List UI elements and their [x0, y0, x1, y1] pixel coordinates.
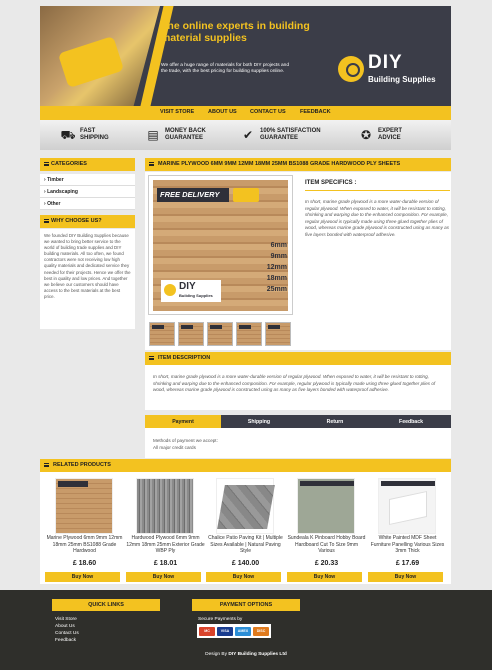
buy-now-button[interactable]: Buy Now	[368, 572, 443, 582]
hero-text: We offer a huge range of materials for both DIY projects and the trade, with the best pricing for building supplies online.	[161, 63, 289, 75]
menu-icon	[44, 463, 49, 467]
product-thumbnail[interactable]	[178, 322, 204, 346]
free-delivery-badge: FREE DELIVERY	[157, 188, 229, 202]
plywood-image	[153, 180, 288, 311]
image-logo	[161, 280, 221, 302]
category-timber[interactable]: › Timber	[40, 174, 135, 186]
related-product-card	[206, 476, 285, 582]
buy-now-button[interactable]: Buy Now	[126, 572, 201, 582]
visa-icon: VISA	[217, 627, 233, 636]
category-other[interactable]: › Other	[40, 198, 135, 210]
product-main-image[interactable]	[148, 175, 293, 315]
related-product-price: £ 140.00	[231, 560, 260, 567]
nav-about-us[interactable]: ABOUT US	[208, 109, 237, 115]
tab-return[interactable]: Return	[326, 419, 344, 425]
logo-name: DIY	[368, 52, 403, 73]
mastercard-icon: MC	[199, 627, 215, 636]
menu-icon	[149, 356, 154, 360]
related-product-price: £ 18.60	[72, 560, 97, 567]
category-label: Landscaping	[47, 189, 78, 195]
related-product-card	[287, 476, 366, 582]
feature-label: MONEY BACK GUARANTEE	[165, 128, 206, 141]
thumbs-up-icon: ✔	[242, 128, 254, 142]
size-label: 9mm	[270, 253, 287, 260]
menu-icon	[149, 162, 154, 166]
categories-title: CATEGORIES	[51, 161, 87, 167]
footer	[0, 590, 492, 670]
category-label: Timber	[47, 177, 64, 183]
related-product-name[interactable]: Marine Plywood 6mm 9mm 12mm 18mm 25mm BS1088 Grade Hardwood	[46, 535, 123, 554]
badge-graphic	[300, 481, 354, 486]
related-product-price: £ 18.01	[153, 560, 178, 567]
item-specifics-text: In short, marine grade plywood is a more water-durable version of regular plywood. When exposed to water, it will be resistant to rotting, shrinking and warping due to the enhanced composition. For example, regular plywood is typically made using three glued together plies of wood, whereas marine grade plywood is constructed using as many as five layers bonded with waterproof adhesive.	[305, 199, 450, 237]
payment-methods-value: All major credit cards	[153, 445, 196, 450]
delivery-truck-icon	[233, 188, 259, 202]
footer-credit	[0, 652, 492, 657]
product-thumbnail[interactable]	[207, 322, 233, 346]
site-logo[interactable]	[338, 52, 446, 92]
menu-icon	[44, 219, 49, 223]
card-logos	[197, 624, 271, 638]
quick-links-title: QUICK LINKS	[52, 599, 160, 611]
secure-payments-label: Secure Payments by	[198, 617, 243, 622]
tape-measure-image	[58, 36, 124, 88]
related-product-name[interactable]: Sundeala K Pinboard Hobby Board Hardboard Cut To Size 9mm Various	[287, 535, 366, 554]
item-description-text: In short, marine grade plywood is a more water-durable version of regular plywood. When exposed to water, it will be resistant to rotting, shrinking and warping due to the enhanced composition. For example, regular plywood is typically made using three glued together plies of wood, whereas marine grade plywood is constructed using as many as five layers bonded with waterproof adhesive.	[153, 374, 436, 393]
related-product-name[interactable]: Hardwood Plywood 6mm 9mm 12mm 18mm 25mm Exterior Grade WBP Ply	[126, 535, 205, 554]
feature-label: EXPERT ADVICE	[378, 128, 403, 141]
hero-photo	[40, 6, 160, 106]
related-product-image[interactable]	[297, 478, 355, 534]
payment-methods-label: Methods of payment we accept:	[153, 438, 218, 443]
related-product-card	[126, 476, 205, 582]
product-title-bar	[145, 158, 451, 171]
credit-prefix: Design By	[205, 652, 227, 657]
credit-company[interactable]: DIY Building Supplies Ltd	[228, 652, 287, 657]
image-logo-name: DIY	[179, 281, 196, 292]
buy-now-button[interactable]: Buy Now	[45, 572, 120, 582]
divider	[305, 190, 450, 191]
related-product-price: £ 20.33	[314, 560, 339, 567]
related-title: RELATED PRODUCTS	[53, 462, 111, 468]
badge-graphic	[381, 481, 435, 486]
related-product-name[interactable]: Chalice Patio Paving Kit | Multiple Sizes Available | Natural Paving Style	[208, 535, 283, 554]
related-product-card	[368, 476, 447, 582]
features-bar	[40, 120, 451, 150]
logo-subtitle: Building Supplies	[368, 75, 436, 84]
hero-banner	[40, 6, 451, 106]
footer-link-feedback[interactable]: Feedback	[55, 638, 77, 643]
image-logo-sub: Building Supplies	[179, 293, 213, 298]
info-tabs	[145, 415, 451, 428]
payment-options-title: PAYMENT OPTIONS	[192, 599, 300, 611]
award-icon: ✪	[360, 128, 372, 142]
why-choose-header	[40, 215, 135, 228]
size-label: 6mm	[270, 242, 287, 249]
logo-pin-icon	[338, 56, 364, 82]
tab-content-payment	[145, 428, 451, 458]
categories-header	[40, 158, 135, 171]
mdf-sheet-graphic	[389, 491, 427, 525]
related-product-price: £ 17.69	[395, 560, 420, 567]
why-title: WHY CHOOSE US?	[51, 218, 102, 224]
product-thumbnail[interactable]	[149, 322, 175, 346]
item-description-header	[145, 352, 451, 365]
tab-payment[interactable]: Payment	[145, 415, 221, 428]
hero-title: The online experts in building material supplies	[161, 20, 310, 44]
paving-graphic	[217, 485, 275, 529]
item-specifics-title: ITEM SPECIFICS :	[305, 180, 357, 186]
related-product-image[interactable]	[216, 478, 274, 534]
product-title: MARINE PLYWOOD 6MM 9MM 12MM 18MM 25MM BS1088 GRADE HARDWOOD PLY SHEETS	[158, 161, 401, 167]
footer-link-contact-us[interactable]: Contact Us	[55, 631, 79, 636]
category-landscaping[interactable]: › Landscaping	[40, 186, 135, 198]
related-product-card	[45, 476, 124, 582]
size-label: 25mm	[266, 286, 287, 293]
truck-icon: ⛟	[60, 128, 76, 142]
feature-label: 100% SATISFACTION GUARANTEE	[260, 128, 321, 141]
related-product-name[interactable]: White Painted MDF Sheet Furniture Panelling Various Sizes 3mm Thick	[370, 535, 445, 554]
nav-contact-us[interactable]: CONTACT US	[250, 109, 286, 115]
tab-feedback[interactable]: Feedback	[399, 419, 423, 425]
discover-icon: DISC	[253, 627, 269, 636]
buy-now-button[interactable]: Buy Now	[206, 572, 281, 582]
size-label: 18mm	[266, 275, 287, 282]
menu-icon	[44, 162, 49, 166]
size-list	[251, 240, 287, 295]
product-thumbnail[interactable]	[265, 322, 291, 346]
related-product-image[interactable]	[136, 478, 194, 534]
money-icon: ▤	[147, 128, 159, 142]
amex-icon: AMEX	[235, 627, 251, 636]
nav-feedback[interactable]: FEEDBACK	[300, 109, 331, 115]
why-choose-text: We founded DIY Building Supplies because we wanted to bring better service to the world of building trade supplies and DIY building materials. All too often, we found contractors were not receiving low high quality materials and dedicated service they needed for their projects. Hence we offer the best in quality and low prices. And together we believe our customers should have access to the best materials at the best price.	[40, 229, 135, 329]
related-product-image[interactable]	[55, 478, 113, 534]
tab-shipping[interactable]: Shipping	[247, 419, 271, 425]
logo-pin-icon	[164, 284, 176, 296]
feature-label: FAST SHIPPING	[80, 128, 109, 141]
footer-link-about-us[interactable]: About Us	[55, 624, 75, 629]
related-products-header	[40, 459, 451, 472]
product-thumbnail[interactable]	[236, 322, 262, 346]
description-title: ITEM DESCRIPTION	[158, 355, 211, 361]
related-product-image[interactable]	[378, 478, 436, 534]
badge-graphic	[58, 481, 88, 487]
nav-visit-store[interactable]: VISIT STORE	[160, 109, 195, 115]
buy-now-button[interactable]: Buy Now	[287, 572, 362, 582]
size-label: 12mm	[266, 264, 287, 271]
top-nav	[40, 106, 451, 120]
footer-link-visit-store[interactable]: Visit Store	[55, 617, 77, 622]
category-label: Other	[47, 201, 61, 207]
